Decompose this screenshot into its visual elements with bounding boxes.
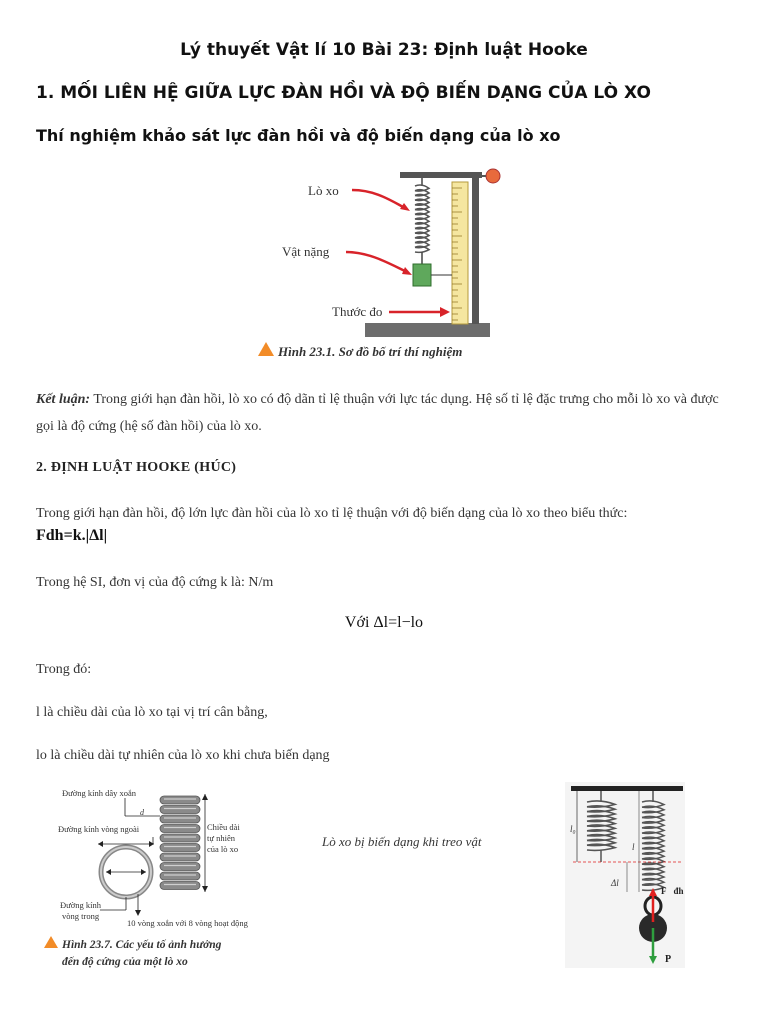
stand-base bbox=[365, 323, 490, 337]
label-fdh: F⃗đh bbox=[661, 886, 684, 896]
label-d: d bbox=[140, 808, 144, 817]
conclusion-label: Kết luận: bbox=[36, 392, 91, 407]
arrow-spring bbox=[352, 190, 405, 208]
figure1-caption: Hình 23.1. Sơ đồ bố trí thí nghiệm bbox=[278, 344, 463, 359]
label-outer-diameter: Đường kính vòng ngoài bbox=[58, 824, 140, 834]
figure3-caption: Lò xo bị biến dạng khi treo vật bbox=[322, 834, 482, 849]
spring bbox=[415, 185, 429, 252]
label-length-1: Chiều dài bbox=[207, 822, 240, 832]
label-ruler: Thước đo bbox=[332, 304, 383, 319]
weight bbox=[413, 264, 431, 286]
label-weight: Vật nặng bbox=[282, 244, 330, 259]
stand-pole bbox=[472, 172, 479, 324]
definition-l: l là chiều dài của lò xo tại vị trí cân bằng, bbox=[36, 705, 268, 720]
label-inner-diameter-1: Đường kính bbox=[60, 900, 101, 910]
section-heading-1: 1. MỐI LIÊN HỆ GIỮA LỰC ĐÀN HỒI VÀ ĐỘ BIẾN DẠNG CỦA LÒ XO bbox=[36, 83, 651, 103]
figure-spring-deformation bbox=[565, 782, 685, 968]
spring-side-view bbox=[160, 796, 200, 890]
label-lo: l₀ bbox=[570, 824, 576, 834]
label-length-2: tự nhiên bbox=[207, 833, 235, 843]
section-heading-2: 2. ĐỊNH LUẬT HOOKE (HÚC) bbox=[36, 460, 237, 475]
conclusion-text: Trong giới hạn đàn hồi, lò xo có độ dãn tỉ lệ thuận với lực tác dụng. Hệ số tỉ lệ đặc trưng cho mỗi lò xo và được gọi là độ cứng (hệ số đàn hồi) của lò xo. bbox=[36, 392, 719, 434]
arrow-weight bbox=[346, 252, 407, 272]
label-inner-diameter-2: vòng trong bbox=[62, 911, 100, 921]
figure2-caption-1: Hình 23.7. Các yếu tố ảnh hưởng bbox=[62, 939, 222, 951]
label-length-3: của lò xo bbox=[207, 844, 239, 854]
page-title: Lý thuyết Vật lí 10 Bài 23: Định luật Hooke bbox=[180, 40, 588, 60]
figure-experiment-setup bbox=[250, 160, 520, 365]
figure-spring-factors bbox=[40, 782, 280, 972]
formula-delta-l: Với Δl=l−lo bbox=[344, 614, 424, 631]
caption-triangle-icon bbox=[258, 342, 274, 356]
figure2-caption-2: đến độ cứng của một lò xo bbox=[62, 956, 188, 968]
caption-triangle-icon-2 bbox=[44, 936, 58, 948]
label-wire-diameter: Đường kính dây xoắn bbox=[62, 788, 137, 798]
label-l: l bbox=[632, 842, 635, 852]
si-unit-text: Trong hệ SI, đơn vị của độ cứng k là: N/m bbox=[36, 575, 274, 590]
experiment-heading: Thí nghiệm khảo sát lực đàn hồi và độ biến dạng của lò xo bbox=[36, 126, 561, 145]
law-text: Trong giới hạn đàn hồi, độ lớn lực đàn hồi của lò xo tỉ lệ thuận với độ biến dạng của lò xo theo biểu thức: bbox=[36, 506, 628, 521]
stand-knob bbox=[486, 169, 500, 183]
formula-hooke: Fdh=k.|Δl| bbox=[36, 527, 108, 544]
stand-arm bbox=[400, 172, 482, 178]
label-turns: 10 vòng xoắn với 8 vòng hoạt động bbox=[127, 918, 248, 928]
where-text: Trong đó: bbox=[36, 662, 92, 677]
label-p: P⃗ bbox=[665, 954, 679, 965]
conclusion-paragraph bbox=[36, 386, 736, 440]
definition-lo: lo là chiều dài tự nhiên của lò xo khi chưa biến dạng bbox=[36, 748, 330, 763]
ceiling bbox=[571, 786, 683, 791]
label-delta-l: Δl bbox=[611, 878, 619, 888]
ruler bbox=[452, 182, 468, 324]
label-spring: Lò xo bbox=[308, 183, 339, 198]
